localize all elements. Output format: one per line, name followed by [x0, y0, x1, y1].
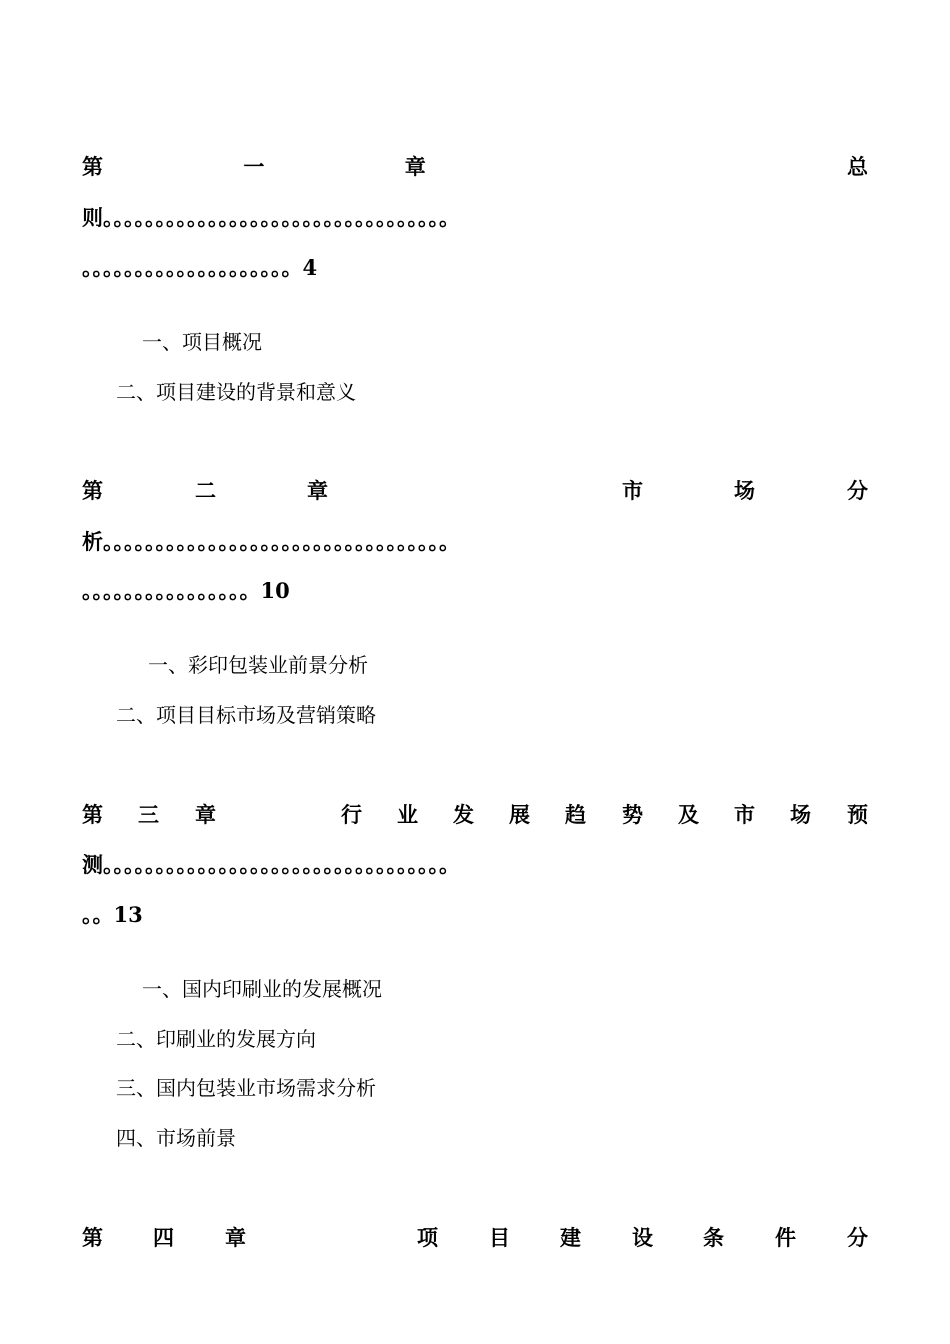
chapter-2-leader-line-2: [82, 576, 868, 606]
chapter-3-leader-line-2: [82, 900, 868, 930]
chapter-1-leader-line-1: [82, 203, 868, 233]
chapter-2-leader-line-1: [82, 527, 868, 557]
chapter-1-title[interactable]: [82, 152, 868, 182]
chapter-2-char: 二: [195, 478, 216, 503]
chapter-1-section-2[interactable]: 二、项目建设的背景和意义: [116, 380, 356, 404]
chapter-3-dots-1: 。。。。。。。。。。。。。。。。。。。。。。。。。。。。。。。。。: [103, 852, 460, 877]
chapter-3-section-1[interactable]: 一、国内印刷业的发展概况: [142, 977, 382, 1001]
chapter-3-page-number: 13: [113, 902, 143, 927]
chapter-3-section-4[interactable]: 四、市场前景: [116, 1126, 236, 1150]
chapter-4-char: 四: [153, 1225, 174, 1250]
chapter-1-dots-1: 。。。。。。。。。。。。。。。。。。。。。。。。。。。。。。。。。: [103, 205, 460, 230]
chapter-4-char: 目: [489, 1225, 510, 1250]
chapter-1-cont-char: 则: [82, 205, 103, 230]
chapter-3-char: 业: [397, 802, 418, 827]
chapter-3-char: 预: [847, 802, 868, 827]
chapter-3-char: 第: [82, 802, 103, 827]
chapter-2-char: 市: [622, 478, 643, 503]
chapter-3-char: 展: [509, 802, 530, 827]
chapter-1-leader-line-2: [82, 253, 868, 283]
chapter-2-page-number: 10: [260, 578, 290, 603]
chapter-1-char: 章: [404, 154, 426, 179]
chapter-4-char: 件: [775, 1225, 796, 1250]
chapter-4-char: 条: [703, 1225, 724, 1250]
chapter-2-char: 第: [82, 478, 103, 503]
chapter-3-char: 三: [138, 802, 159, 827]
chapter-2-char: 分: [847, 478, 868, 503]
chapter-3-leader-line-1: [82, 850, 868, 880]
chapter-3-cont-char: 测: [82, 852, 103, 877]
chapter-3-char: 发: [453, 802, 474, 827]
chapter-1-page-number: 4: [302, 255, 318, 280]
chapter-4-char: 建: [560, 1225, 581, 1250]
chapter-2-dots-1: 。。。。。。。。。。。。。。。。。。。。。。。。。。。。。。。。。: [103, 529, 460, 554]
chapter-1-dots-2: 。。。。。。。。。。。。。。。。。。。。: [82, 255, 303, 280]
chapter-3-char: 场: [790, 802, 811, 827]
chapter-3-char: 趋: [565, 802, 586, 827]
chapter-3-dots-2: 。。: [82, 902, 114, 927]
chapter-3-char: 及: [678, 802, 699, 827]
chapter-2-char: 章: [307, 478, 328, 503]
chapter-3-title[interactable]: [82, 800, 868, 830]
chapter-3-char: 章: [195, 802, 216, 827]
chapter-1-char: 第: [82, 154, 103, 179]
chapter-1-char: 总: [846, 154, 868, 179]
chapter-2-cont-char: 析: [82, 529, 103, 554]
chapter-4-char: 分: [847, 1225, 868, 1250]
chapter-3-char: 势: [622, 802, 643, 827]
chapter-4-char: 设: [632, 1225, 653, 1250]
chapter-3-char: 市: [734, 802, 755, 827]
chapter-2-title[interactable]: [82, 476, 868, 506]
chapter-2-section-1[interactable]: 一、彩印包装业前景分析: [148, 653, 368, 677]
chapter-4-title[interactable]: [82, 1223, 868, 1253]
chapter-4-char: 章: [225, 1225, 246, 1250]
chapter-2-char: 场: [734, 478, 755, 503]
chapter-1-section-1[interactable]: 一、项目概况: [142, 330, 262, 354]
chapter-4-char: 项: [417, 1225, 438, 1250]
chapter-3-char: 行: [341, 802, 362, 827]
chapter-3-section-2[interactable]: 二、印刷业的发展方向: [116, 1027, 316, 1051]
chapter-3-section-3[interactable]: 三、国内包装业市场需求分析: [116, 1076, 376, 1100]
chapter-2-section-2[interactable]: 二、项目目标市场及营销策略: [116, 703, 376, 727]
chapter-2-dots-2: 。。。。。。。。。。。。。。。。: [82, 578, 261, 603]
chapter-1-char: 一: [243, 154, 265, 179]
chapter-4-char: 第: [82, 1225, 103, 1250]
